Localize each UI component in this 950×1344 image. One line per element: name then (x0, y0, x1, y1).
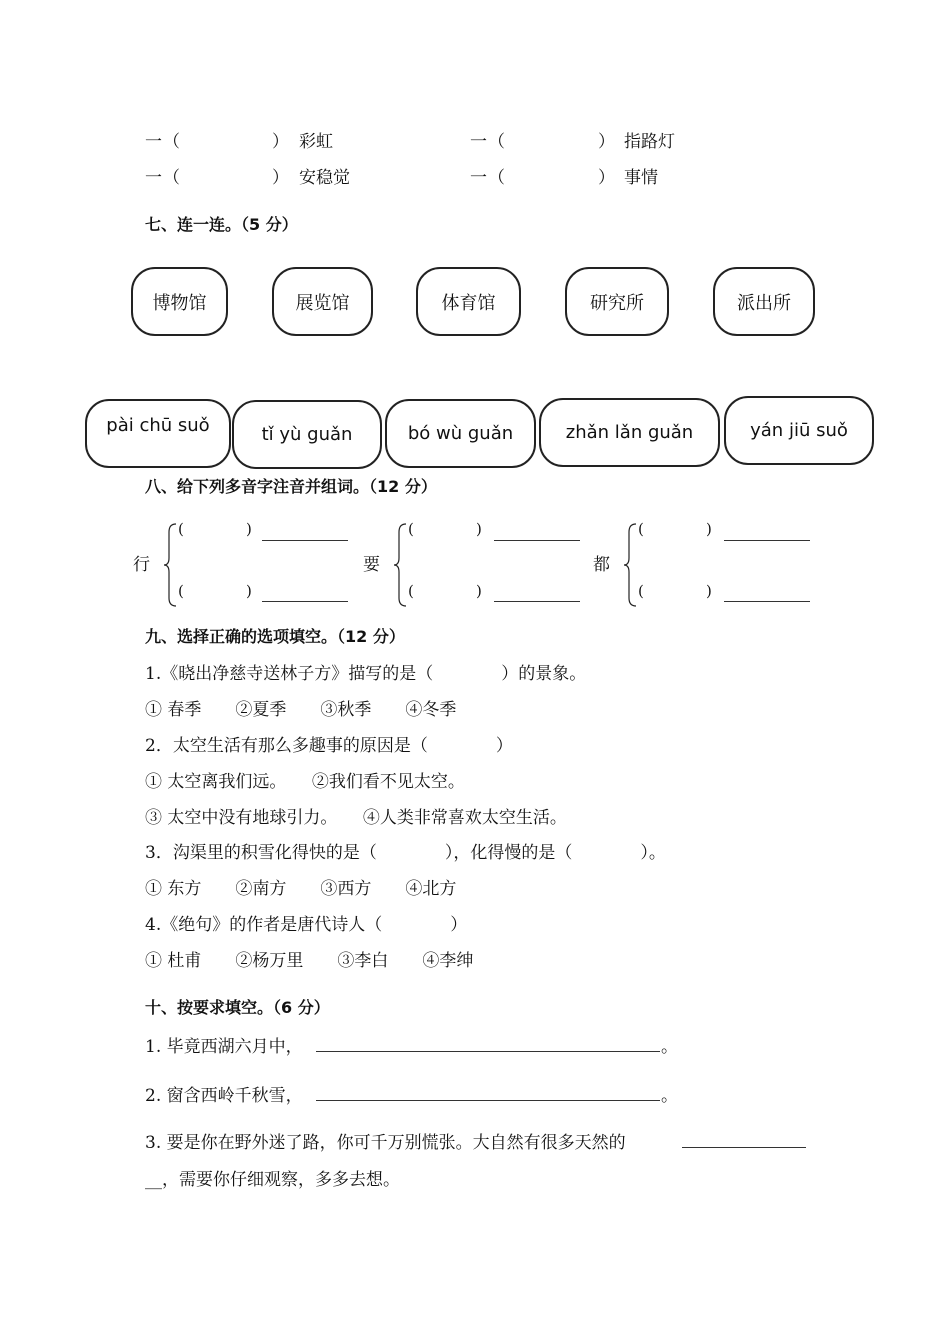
answer-line-2[interactable] (316, 1100, 660, 1101)
answer-line-1[interactable] (316, 1051, 660, 1052)
section7-title: 七、连一连。（5 分） (145, 215, 298, 234)
brace-icon (624, 522, 638, 608)
blank-line[interactable] (494, 601, 580, 602)
pinyin-box-4[interactable]: zhǎn lǎn guǎn (539, 398, 720, 467)
blank-line[interactable] (724, 601, 810, 602)
paren-open: ( (178, 520, 184, 538)
blank-line[interactable] (262, 540, 348, 541)
paren-close: ) (476, 520, 482, 538)
section9-title: 九、选择正确的选项填空。（12 分） (145, 627, 405, 646)
paren-close: ) (706, 520, 712, 538)
brace-icon (394, 522, 408, 608)
question-3: 3．沟渠里的积雪化得快的是（ ），化得慢的是（ ）。 (145, 843, 666, 863)
pinyin-box-3[interactable]: bó wù guǎn (385, 399, 536, 468)
polyphone-char-1: 行 (133, 555, 150, 575)
measure-item-4-open: （ (488, 168, 505, 188)
paren-close: ) (246, 582, 252, 600)
word-box-4[interactable]: 研究所 (565, 267, 669, 336)
fill-question-2: 2. 窗含西岭千秋雪， (145, 1086, 303, 1106)
measure-item-2-prefix: 一 (470, 132, 487, 152)
brace-icon (164, 522, 178, 608)
measure-item-3-noun: 安稳觉 (299, 168, 350, 188)
pinyin-box-5[interactable]: yán jiū suǒ (724, 396, 874, 465)
paren-open: ( (408, 520, 414, 538)
measure-item-4-close: ） (598, 168, 615, 188)
measure-item-1-close: ） (272, 132, 289, 152)
word-box-1[interactable]: 博物馆 (131, 267, 228, 336)
measure-item-3-prefix: 一 (145, 168, 162, 188)
options-2a[interactable]: ① 太空离我们远。 ②我们看不见太空。 (145, 772, 465, 792)
word-box-2[interactable]: 展览馆 (272, 267, 373, 336)
paren-open: ( (638, 582, 644, 600)
pinyin-box-1[interactable]: pài chū suǒ (85, 399, 231, 468)
measure-item-1-prefix: 一 (145, 132, 162, 152)
blank-line[interactable] (724, 540, 810, 541)
paren-open: ( (178, 582, 184, 600)
question-1: 1.《晓出净慈寺送林子方》描写的是（ ）的景象。 (145, 664, 587, 684)
measure-item-2-open: （ (488, 132, 505, 152)
measure-item-4-noun: 事情 (624, 168, 658, 188)
blank-line[interactable] (494, 540, 580, 541)
options-2b[interactable]: ③ 太空中没有地球引力。 ④人类非常喜欢太空生活。 (145, 808, 567, 828)
section10-title: 十、按要求填空。（6 分） (145, 998, 330, 1017)
period: 。 (661, 1037, 678, 1057)
options-1[interactable]: ① 春季 ②夏季 ③秋季 ④冬季 (145, 700, 457, 720)
fill-question-3: 3. 要是你在野外迷了路，你可千万别慌张。大自然有很多天然的 (145, 1133, 626, 1153)
measure-item-2-noun: 指路灯 (624, 132, 675, 152)
measure-item-1-noun: 彩虹 (299, 132, 333, 152)
measure-item-4-prefix: 一 (470, 168, 487, 188)
section8-title: 八、给下列多音字注音并组词。（12 分） (145, 477, 437, 496)
period: 。 (661, 1086, 678, 1106)
pinyin-box-2[interactable]: tǐ yù guǎn (232, 400, 382, 469)
measure-item-2-close: ） (598, 132, 615, 152)
paren-open: ( (638, 520, 644, 538)
answer-line-3[interactable] (682, 1147, 806, 1148)
paren-open: ( (408, 582, 414, 600)
polyphone-char-2: 要 (363, 555, 380, 575)
measure-item-1-open: （ (163, 132, 180, 152)
word-box-3[interactable]: 体育馆 (416, 267, 521, 336)
fill-question-1: 1. 毕竟西湖六月中， (145, 1037, 303, 1057)
fill-question-3-continued: __，需要你仔细观察，多多去想。 (145, 1170, 400, 1190)
paren-close: ) (706, 582, 712, 600)
options-3[interactable]: ① 东方 ②南方 ③西方 ④北方 (145, 879, 457, 899)
paren-close: ) (476, 582, 482, 600)
paren-close: ) (246, 520, 252, 538)
measure-item-3-close: ） (272, 168, 289, 188)
polyphone-char-3: 都 (593, 555, 610, 575)
question-2: 2．太空生活有那么多趣事的原因是（ ） (145, 736, 513, 756)
options-4[interactable]: ① 杜甫 ②杨万里 ③李白 ④李绅 (145, 951, 474, 971)
question-4: 4.《绝句》的作者是唐代诗人（ ） (145, 915, 468, 935)
blank-line[interactable] (262, 601, 348, 602)
measure-item-3-open: （ (163, 168, 180, 188)
word-box-5[interactable]: 派出所 (713, 267, 815, 336)
